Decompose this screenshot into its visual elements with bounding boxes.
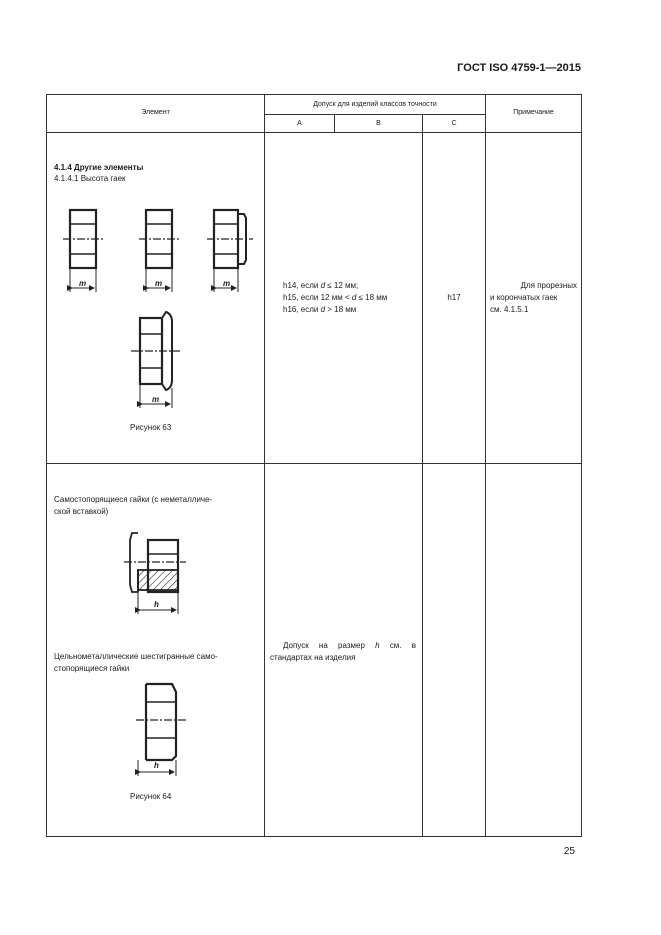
dimension-label-m: m xyxy=(79,279,87,288)
tolerance-line-3: h16, если d > 18 мм xyxy=(283,305,357,314)
self-locking-nut-title-line-1: Самостопорящиеся гайки (с неметалличе- xyxy=(54,495,213,504)
header-note: Примечание xyxy=(513,109,554,116)
tolerance-ref-line-2: стандартах на изделия xyxy=(270,653,356,662)
header-tolerance: Допуск для изделий классов точности xyxy=(313,101,437,108)
self-locking-nut-title-line-2: ской вставкой) xyxy=(54,507,109,516)
subsection-title: 4.1.4.1 Высота гаек xyxy=(54,174,126,183)
dimension-label-m: m xyxy=(152,395,160,404)
dimension-label-h: h xyxy=(154,761,159,770)
tolerance-line-1: h14, если d ≤ 12 мм; xyxy=(283,281,359,290)
dimension-label-h: h xyxy=(154,600,159,609)
header-class-c: C xyxy=(451,120,457,127)
tolerance-ref-line-1: Допуск на размер h см. в xyxy=(283,641,417,650)
figure-63-caption: Рисунок 63 xyxy=(130,423,172,432)
header-class-b: B xyxy=(376,120,381,127)
note-line-3: см. 4.1.5.1 xyxy=(490,305,529,314)
note-line-2: и корончатых гаек xyxy=(490,293,558,302)
header-element: Элемент xyxy=(141,109,170,116)
dimension-label-m: m xyxy=(223,279,231,288)
page-number: 25 xyxy=(563,846,575,857)
standard-code: ГОСТ ISO 4759-1—2015 xyxy=(457,62,581,74)
header-class-a: A xyxy=(297,120,302,127)
figure-64-caption: Рисунок 64 xyxy=(130,792,172,801)
all-metal-nut-drawing xyxy=(136,684,186,776)
tolerance-line-2: h15, если 12 мм < d ≤ 18 мм xyxy=(283,293,388,302)
all-metal-nut-title-line-2: стопорящиеся гайки xyxy=(54,664,130,673)
dimension-label-m: m xyxy=(155,279,163,288)
section-title: 4.1.4 Другие элементы xyxy=(54,163,144,172)
tolerance-class-c: h17 xyxy=(447,293,461,302)
all-metal-nut-title-line-1: Цельнометаллические шестигранные само- xyxy=(54,652,218,661)
note-line-1: Для прорезных xyxy=(520,281,577,290)
